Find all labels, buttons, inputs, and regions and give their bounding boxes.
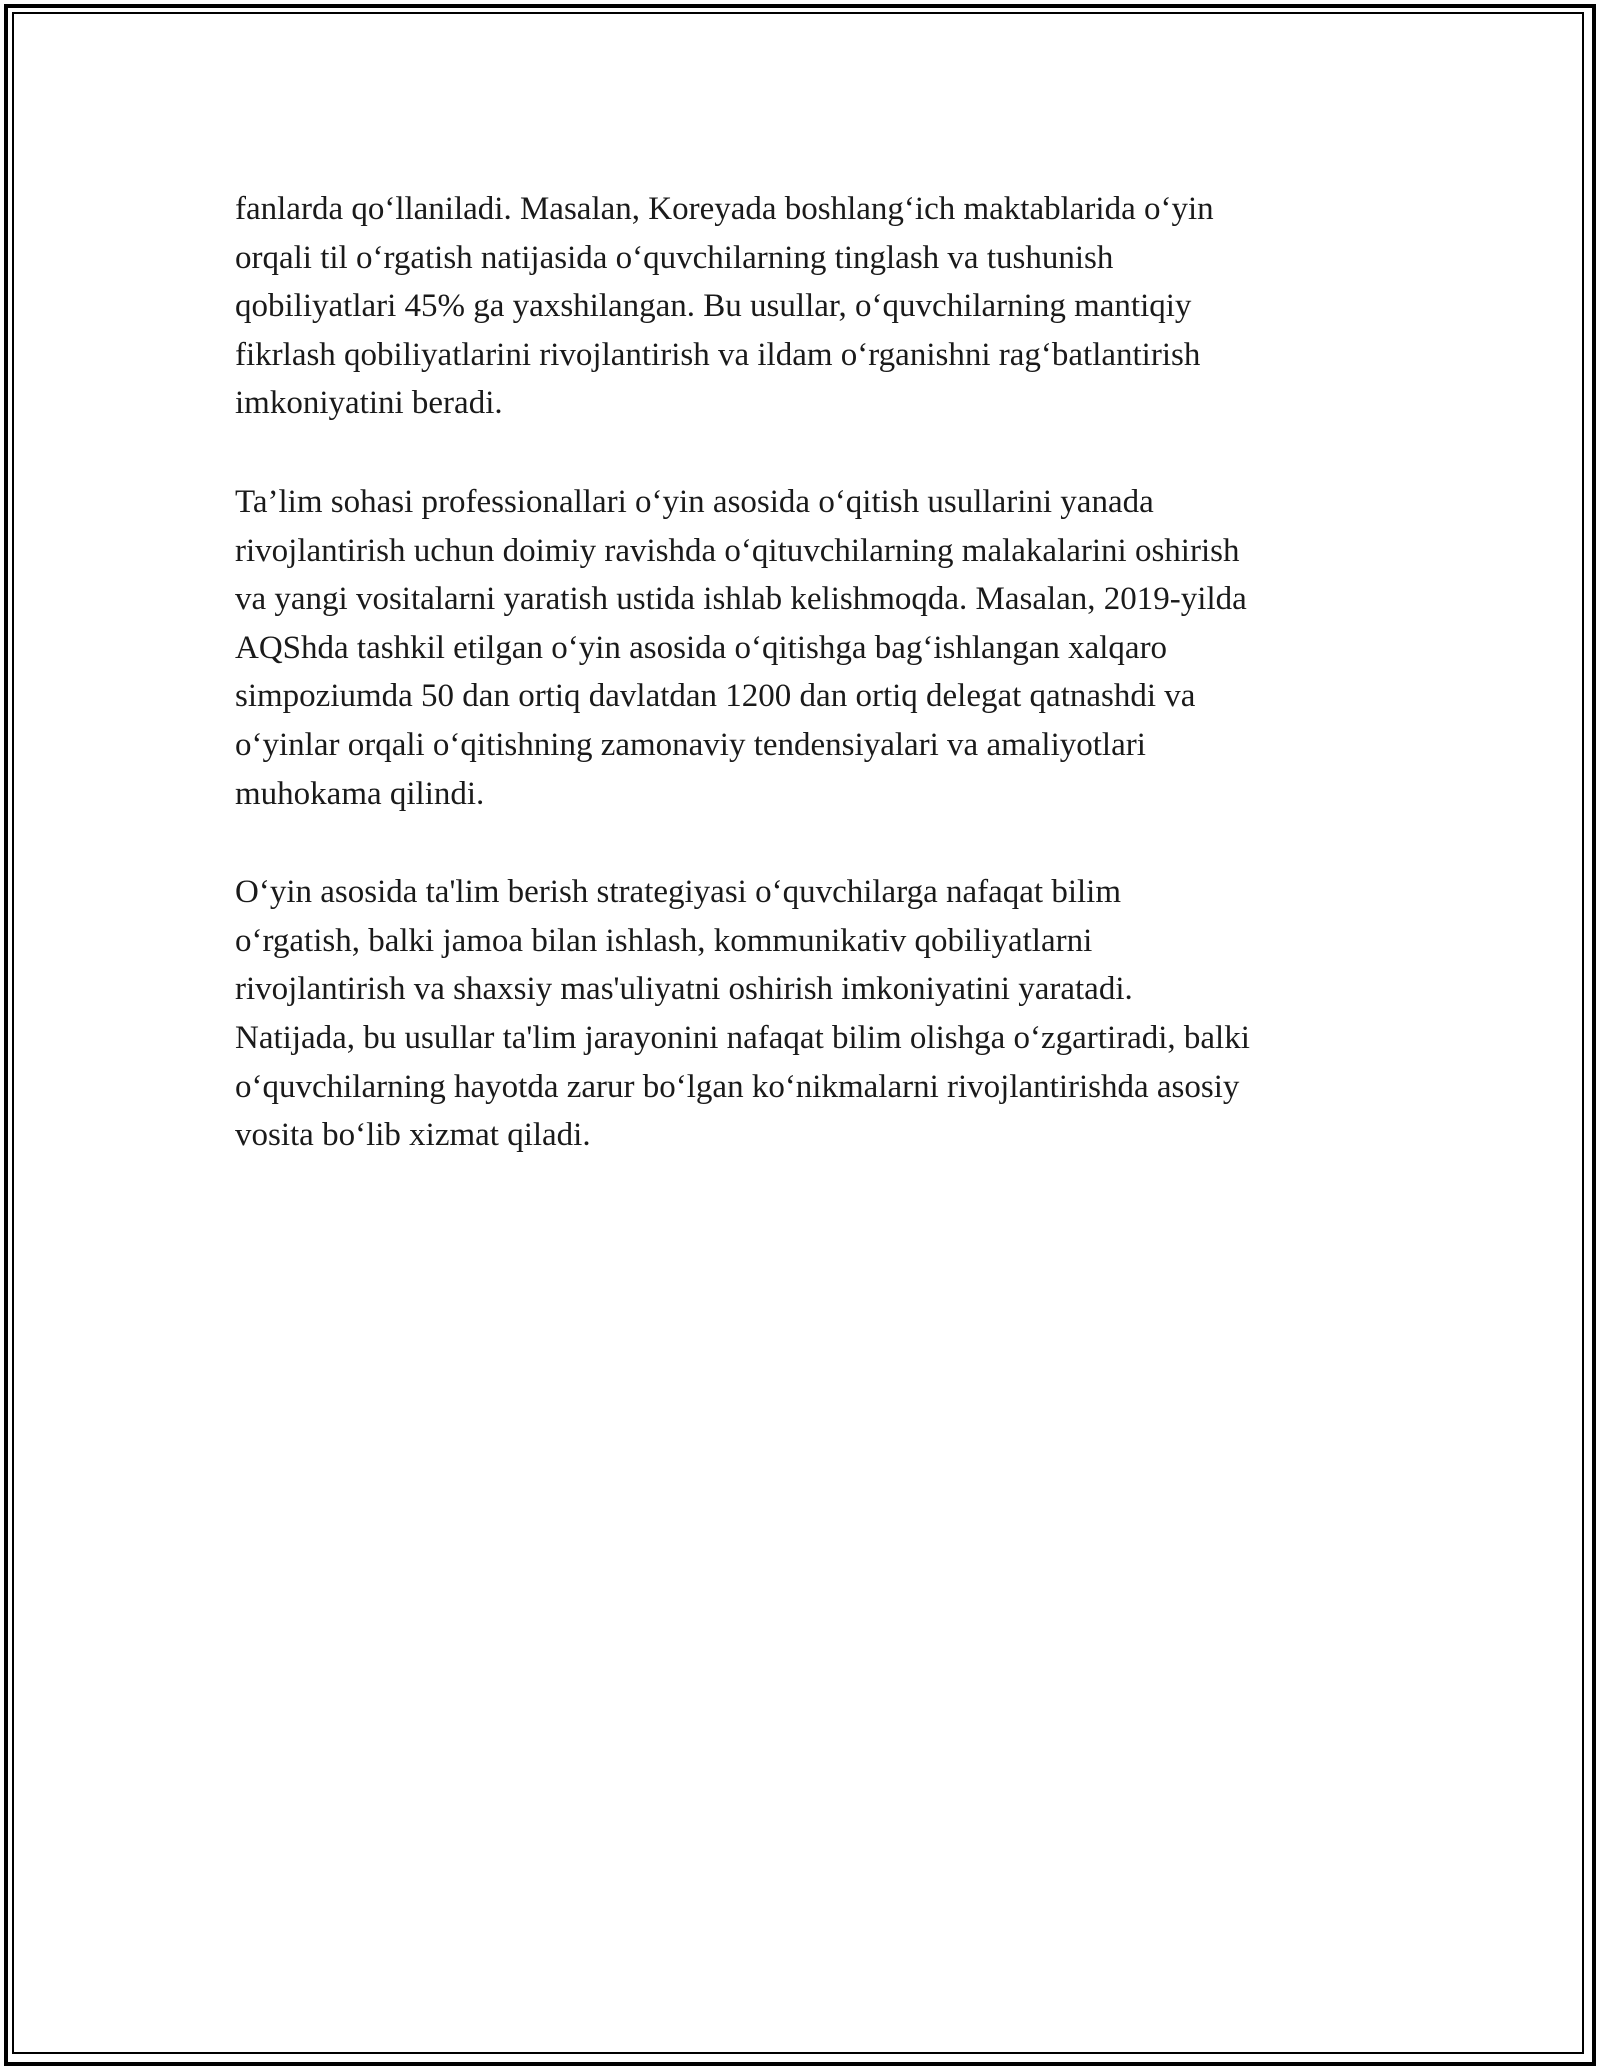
- text-line: imkoniyatini beradi.: [235, 385, 503, 422]
- text-line: o‘yinlar orqali o‘qitishning zamonaviy tendensiyalari va amaliyotlari: [235, 726, 1146, 763]
- text-line: rivojlantirish va shaxsiy mas'uliyatni oshirish imkoniyatini yaratadi.: [235, 971, 1133, 1008]
- document-body: [235, 185, 1375, 1210]
- paragraph-3: [235, 868, 1375, 1160]
- paragraph-2: [235, 478, 1375, 818]
- text-line: rivojlantirish uchun doimiy ravishda o‘qituvchilarning malakalarini oshirish: [235, 532, 1240, 569]
- text-line: muhokama qilindi.: [235, 775, 485, 812]
- text-line: o‘rgatish, balki jamoa bilan ishlash, kommunikativ qobiliyatlarni: [235, 922, 1093, 959]
- text-line: O‘yin asosida ta'lim berish strategiyasi o‘quvchilarga nafaqat bilim: [235, 874, 1122, 911]
- text-line: orqali til o‘rgatish natijasida o‘quvchilarning tinglash va tushunish: [235, 239, 1114, 276]
- text-line: fikrlash qobiliyatlarini rivojlantirish va ildam o‘rganishni rag‘batlantirish: [235, 336, 1201, 373]
- text-line: Ta’lim sohasi professionallari o‘yin asosida o‘qitish usullarini yanada: [235, 483, 1154, 520]
- text-line: qobiliyatlari 45% ga yaxshilangan. Bu usullar, o‘quvchilarning mantiqiy: [235, 288, 1192, 325]
- text-line: Natijada, bu usullar ta'lim jarayonini nafaqat bilim olishga o‘zgartiradi, balki: [235, 1019, 1250, 1056]
- text-line: AQShda tashkil etilgan o‘yin asosida o‘qitishga bag‘ishlangan xalqaro: [235, 629, 1168, 666]
- paragraph-1: [235, 185, 1375, 428]
- text-line: fanlarda qo‘llaniladi. Masalan, Koreyada boshlang‘ich maktablarida o‘yin: [235, 191, 1214, 227]
- text-line: va yangi vositalarni yaratish ustida ishlab kelishmoqda. Masalan, 2019-yilda: [235, 581, 1247, 618]
- text-line: o‘quvchilarning hayotda zarur bo‘lgan ko‘nikmalarni rivojlantirishda asosiy: [235, 1068, 1240, 1105]
- text-line: simpoziumda 50 dan ortiq davlatdan 1200 dan ortiq delegat qatnashdi va: [235, 678, 1196, 715]
- text-line: vosita bo‘lib xizmat qiladi.: [235, 1117, 591, 1154]
